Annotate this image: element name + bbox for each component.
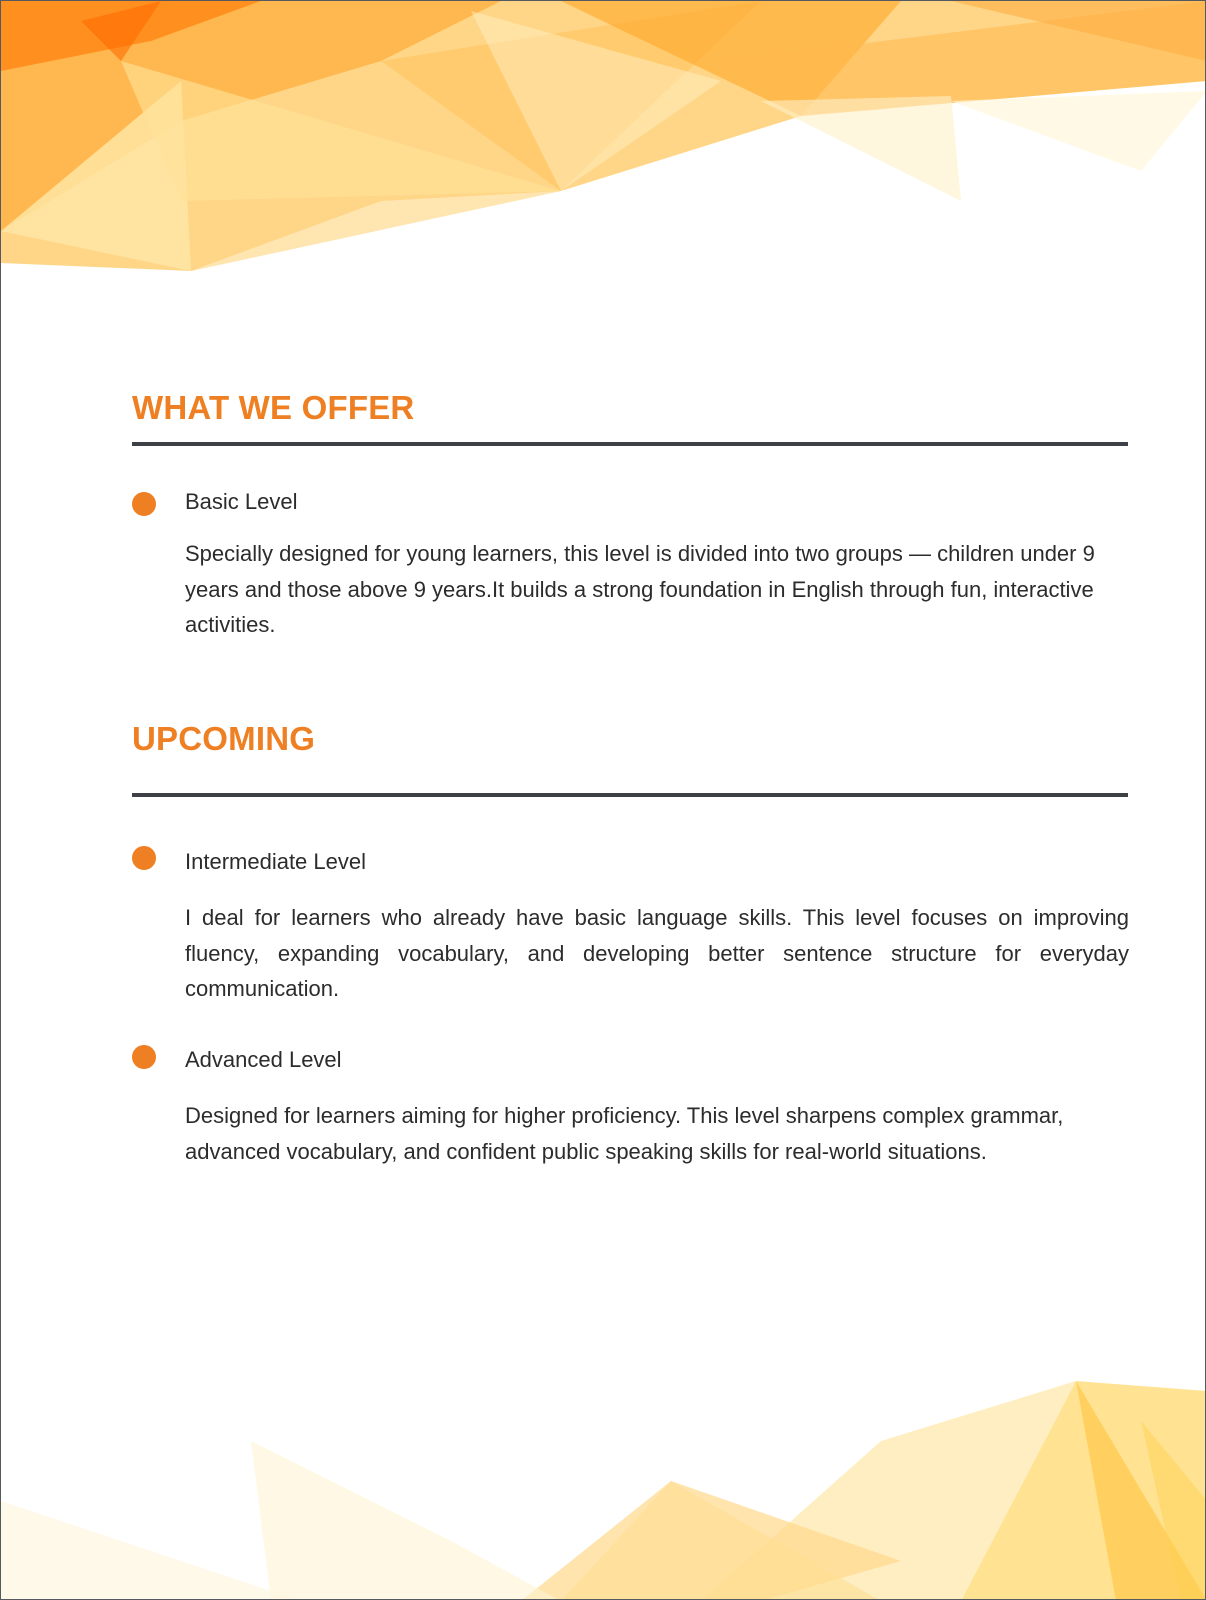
bullet-icon bbox=[132, 492, 156, 516]
section-title-what-we-offer: WHAT WE OFFER bbox=[132, 389, 415, 426]
item-title-basic-level: Basic Level bbox=[185, 489, 298, 514]
section-title-upcoming: UPCOMING bbox=[132, 720, 316, 757]
section-divider bbox=[132, 793, 1128, 797]
section-divider bbox=[132, 442, 1128, 446]
item-description-basic-level: Specially designed for young learners, this level is divided into two groups — children under 9 years and those above 9 years.It builds a strong foundation in English through fun, interactive activities. bbox=[185, 541, 1095, 637]
bullet-icon bbox=[132, 846, 156, 870]
item-description-advanced-level: Designed for learners aiming for higher proficiency. This level sharpens complex grammar, advanced vocabulary, and confident public speaking skills for real-world situations. bbox=[185, 1103, 1064, 1164]
top-decorative-banner bbox=[1, 1, 1206, 281]
bottom-decorative-banner bbox=[1, 1381, 1206, 1600]
bullet-icon bbox=[132, 1045, 156, 1069]
item-title-advanced-level: Advanced Level bbox=[185, 1047, 342, 1072]
item-title-intermediate-level: Intermediate Level bbox=[185, 849, 366, 874]
item-description-intermediate-level: I deal for learners who already have basic language skills. This level focuses on improving fluency, expanding vocabulary, and developing better sentence structure for everyday communication. bbox=[185, 905, 1129, 1001]
